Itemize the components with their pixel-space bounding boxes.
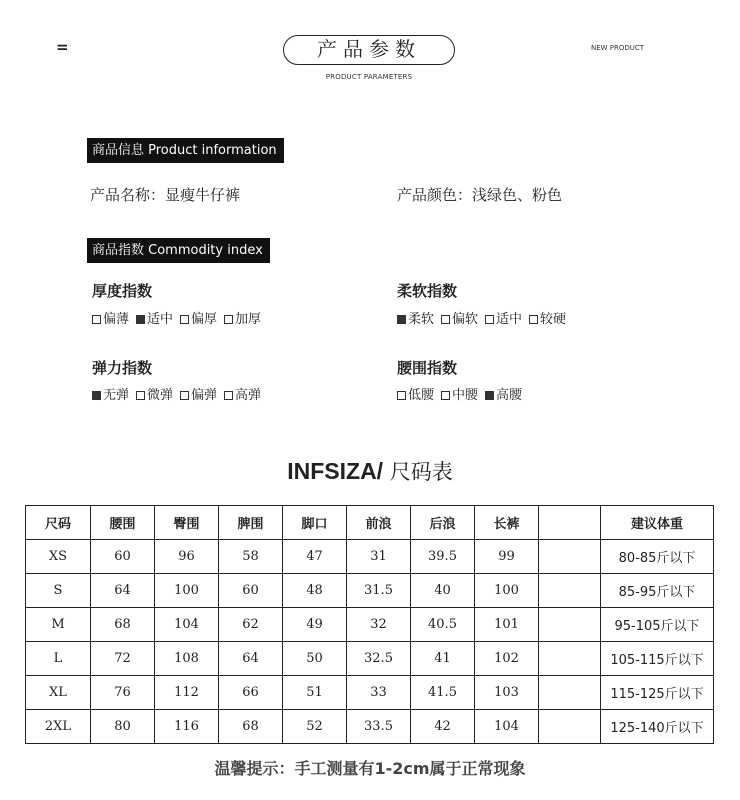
table-cell: 68 <box>219 710 283 744</box>
waist-options <box>397 384 529 403</box>
option-label: 偏薄 <box>103 312 130 327</box>
page-subtitle: PRODUCT PARAMETERS <box>325 73 413 81</box>
table-cell: 64 <box>219 642 283 676</box>
table-header-cell: 尺码 <box>26 506 91 540</box>
table-cell: 80 <box>91 710 155 744</box>
table-cell: S <box>26 574 91 608</box>
table-cell: 125-140斤以下 <box>601 710 714 744</box>
table-cell: 31 <box>347 540 411 574</box>
index-option <box>92 384 129 403</box>
index-option <box>485 308 522 327</box>
table-row <box>26 608 714 642</box>
index-option <box>485 384 522 403</box>
table-cell <box>539 540 601 574</box>
size-chart-title <box>0 456 740 486</box>
table-cell: 40 <box>411 574 475 608</box>
unchecked-box-icon <box>180 315 189 324</box>
measurement-tip: 温馨提示：手工测量有1-2cm属于正常现象 <box>214 759 526 778</box>
index-option <box>136 308 173 327</box>
option-label: 高腰 <box>496 388 523 403</box>
table-header-cell: 脾围 <box>219 506 283 540</box>
table-cell: 32.5 <box>347 642 411 676</box>
table-cell: 108 <box>155 642 219 676</box>
table-cell <box>539 608 601 642</box>
size-chart-title-text: 尺码表 <box>383 460 453 484</box>
table-cell: 104 <box>475 710 539 744</box>
table-row <box>26 574 714 608</box>
option-label: 高弹 <box>235 388 262 403</box>
index-option <box>397 308 434 327</box>
checked-box-icon <box>397 315 406 324</box>
checked-box-icon <box>92 391 101 400</box>
softness-index-title: 柔软指数 <box>397 282 458 300</box>
table-cell: 58 <box>219 540 283 574</box>
commodity-index-label: 商品指数 Commodity index <box>87 238 270 263</box>
table-cell <box>539 710 601 744</box>
table-cell: 100 <box>475 574 539 608</box>
table-cell: 116 <box>155 710 219 744</box>
table-cell: 42 <box>411 710 475 744</box>
table-cell: 39.5 <box>411 540 475 574</box>
size-chart-brand: INFSIZA/ <box>287 458 384 484</box>
index-option <box>224 308 261 327</box>
table-cell: 80-85斤以下 <box>601 540 714 574</box>
table-cell: 105-115斤以下 <box>601 642 714 676</box>
index-option <box>441 308 478 327</box>
table-header-cell: 建议体重 <box>601 506 714 540</box>
product-color: 产品颜色：浅绿色、粉色 <box>397 186 563 204</box>
product-name: 产品名称：显瘦牛仔裤 <box>90 186 241 204</box>
waist-index-title: 腰围指数 <box>397 359 458 377</box>
unchecked-box-icon <box>397 391 406 400</box>
table-cell: XL <box>26 676 91 710</box>
table-cell: 31.5 <box>347 574 411 608</box>
table-header-row <box>26 506 714 540</box>
table-cell: 68 <box>91 608 155 642</box>
option-label: 较硬 <box>540 312 567 327</box>
table-cell: 99 <box>475 540 539 574</box>
new-product-tag: NEW PRODUCT <box>591 44 645 52</box>
checked-box-icon <box>136 315 145 324</box>
table-cell: 66 <box>219 676 283 710</box>
table-cell: M <box>26 608 91 642</box>
table-cell: 47 <box>283 540 347 574</box>
table-cell: 41.5 <box>411 676 475 710</box>
table-cell: 49 <box>283 608 347 642</box>
table-row <box>26 710 714 744</box>
table-cell: 112 <box>155 676 219 710</box>
table-cell: 103 <box>475 676 539 710</box>
option-label: 低腰 <box>408 388 435 403</box>
table-cell: 96 <box>155 540 219 574</box>
option-label: 柔软 <box>408 312 435 327</box>
table-cell: 62 <box>219 608 283 642</box>
unchecked-box-icon <box>485 315 494 324</box>
index-option <box>180 384 217 403</box>
table-header-cell: 腰围 <box>91 506 155 540</box>
table-cell: 102 <box>475 642 539 676</box>
softness-options <box>397 308 573 327</box>
option-label: 无弹 <box>103 388 130 403</box>
table-cell: 60 <box>91 540 155 574</box>
table-cell: 101 <box>475 608 539 642</box>
table-cell: 50 <box>283 642 347 676</box>
option-label: 适中 <box>147 312 174 327</box>
index-option <box>92 308 129 327</box>
table-header-cell: 长裤 <box>475 506 539 540</box>
thickness-options <box>92 308 268 327</box>
checked-box-icon <box>485 391 494 400</box>
table-cell <box>539 574 601 608</box>
table-header-cell: 臀围 <box>155 506 219 540</box>
table-body <box>26 540 714 744</box>
table-cell: 33 <box>347 676 411 710</box>
table-cell: 85-95斤以下 <box>601 574 714 608</box>
table-cell: 52 <box>283 710 347 744</box>
size-table <box>25 505 714 744</box>
index-option <box>529 308 566 327</box>
table-cell: 41 <box>411 642 475 676</box>
table-cell: 76 <box>91 676 155 710</box>
table-cell: L <box>26 642 91 676</box>
table-row <box>26 642 714 676</box>
table-cell: 115-125斤以下 <box>601 676 714 710</box>
unchecked-box-icon <box>92 315 101 324</box>
option-label: 微弹 <box>147 388 174 403</box>
option-label: 偏弹 <box>191 388 218 403</box>
product-info-label: 商品信息 Product information <box>87 138 284 163</box>
option-label: 偏软 <box>452 312 479 327</box>
unchecked-box-icon <box>136 391 145 400</box>
option-label: 适中 <box>496 312 523 327</box>
table-cell: 95-105斤以下 <box>601 608 714 642</box>
index-option <box>180 308 217 327</box>
thickness-index-title: 厚度指数 <box>92 282 153 300</box>
table-cell: XS <box>26 540 91 574</box>
index-option <box>397 384 434 403</box>
menu-icon[interactable]: = <box>56 38 68 56</box>
table-cell: 2XL <box>26 710 91 744</box>
index-option <box>136 384 173 403</box>
table-cell: 72 <box>91 642 155 676</box>
elasticity-index-title: 弹力指数 <box>92 359 153 377</box>
table-header-cell: 前浪 <box>347 506 411 540</box>
table-cell <box>539 676 601 710</box>
table-cell: 51 <box>283 676 347 710</box>
table-cell: 40.5 <box>411 608 475 642</box>
unchecked-box-icon <box>180 391 189 400</box>
option-label: 加厚 <box>235 312 262 327</box>
table-header-cell: 脚口 <box>283 506 347 540</box>
unchecked-box-icon <box>441 315 450 324</box>
option-label: 偏厚 <box>191 312 218 327</box>
unchecked-box-icon <box>441 391 450 400</box>
table-row <box>26 540 714 574</box>
table-row <box>26 676 714 710</box>
table-cell: 32 <box>347 608 411 642</box>
index-option <box>224 384 261 403</box>
table-cell: 33.5 <box>347 710 411 744</box>
table-header-cell <box>539 506 601 540</box>
index-option <box>441 384 478 403</box>
unchecked-box-icon <box>529 315 538 324</box>
unchecked-box-icon <box>224 391 233 400</box>
table-header-cell: 后浪 <box>411 506 475 540</box>
page-title: 产品参数 <box>283 35 455 65</box>
table-cell: 64 <box>91 574 155 608</box>
table-cell: 48 <box>283 574 347 608</box>
table-cell: 104 <box>155 608 219 642</box>
table-cell <box>539 642 601 676</box>
table-cell: 60 <box>219 574 283 608</box>
table-cell: 100 <box>155 574 219 608</box>
unchecked-box-icon <box>224 315 233 324</box>
option-label: 中腰 <box>452 388 479 403</box>
elasticity-options <box>92 384 268 403</box>
